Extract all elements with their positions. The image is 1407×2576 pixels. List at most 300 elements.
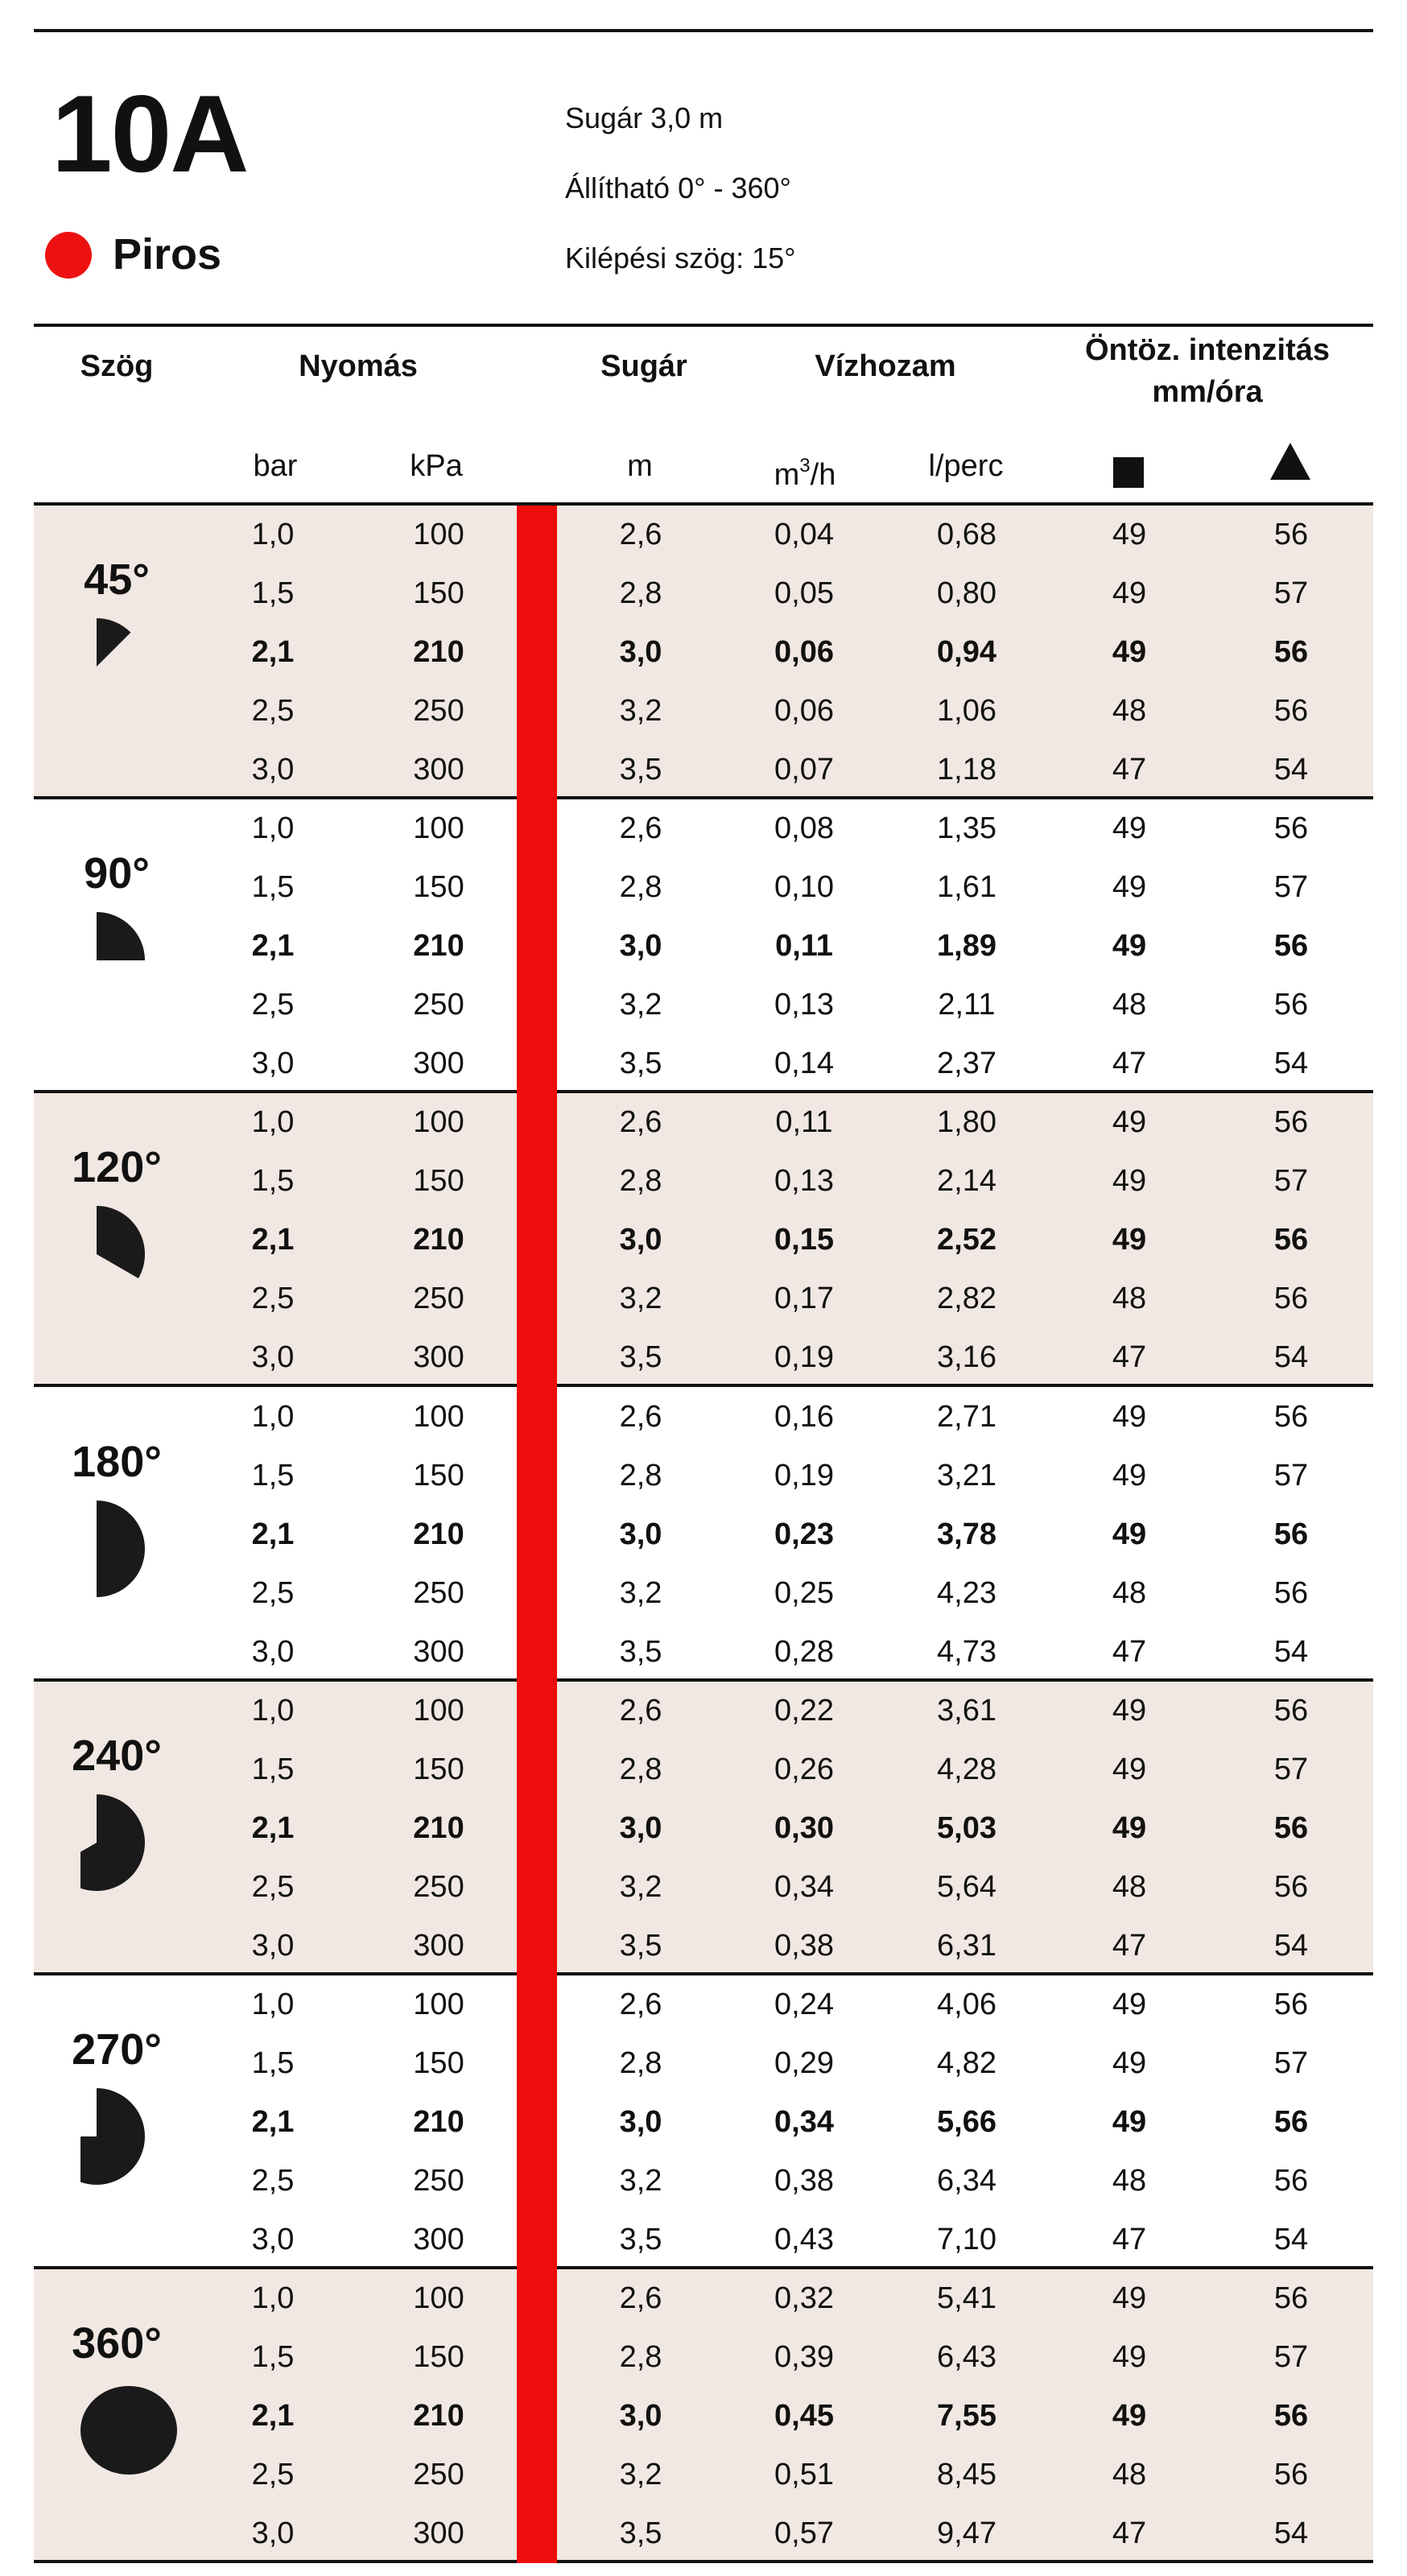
cell-m: 2,6 xyxy=(619,1988,662,2021)
table-row xyxy=(34,1975,1373,2034)
cell-tri: 56 xyxy=(1273,2105,1309,2139)
cell-kpa: 250 xyxy=(413,1870,464,1904)
cell-kpa: 210 xyxy=(413,635,464,669)
cell-m3h: 0,19 xyxy=(774,1340,834,1374)
cell-m3h: 0,23 xyxy=(774,1517,834,1551)
cell-lperc: 6,31 xyxy=(937,1929,996,1963)
cell-lperc: 4,82 xyxy=(937,2046,996,2080)
cell-kpa: 210 xyxy=(413,2105,464,2139)
cell-sq: 49 xyxy=(1112,1400,1147,1434)
cell-lperc: 1,18 xyxy=(937,753,996,786)
cell-bar: 2,1 xyxy=(251,635,295,669)
cell-bar: 3,0 xyxy=(251,2223,295,2256)
cell-m3h: 0,10 xyxy=(774,870,834,904)
col-header-angle: Szög xyxy=(80,349,154,383)
cell-m: 3,0 xyxy=(619,1517,662,1551)
color-name: Piros xyxy=(113,230,222,279)
cell-sq: 49 xyxy=(1112,2281,1147,2315)
cell-tri: 56 xyxy=(1273,1517,1309,1551)
cell-tri: 56 xyxy=(1273,518,1309,551)
cell-lperc: 4,28 xyxy=(937,1752,996,1786)
cell-tri: 56 xyxy=(1273,1870,1309,1904)
angle-group xyxy=(34,2269,1373,2563)
cell-m3h: 0,07 xyxy=(774,753,834,786)
table-row xyxy=(34,858,1373,917)
arc-angle-label: 45° xyxy=(84,555,150,604)
cell-tri: 54 xyxy=(1273,2516,1309,2550)
cell-kpa: 210 xyxy=(413,929,464,963)
cell-m3h: 0,17 xyxy=(774,1282,834,1315)
cell-m3h: 0,28 xyxy=(774,1635,834,1669)
cell-m: 2,6 xyxy=(619,2281,662,2315)
cell-m3h: 0,26 xyxy=(774,1752,834,1786)
cell-bar: 1,0 xyxy=(251,518,295,551)
cell-kpa: 210 xyxy=(413,1811,464,1845)
cell-sq: 49 xyxy=(1112,2399,1147,2433)
cell-tri: 56 xyxy=(1273,1811,1309,1845)
cell-bar: 1,0 xyxy=(251,1988,295,2021)
cell-sq: 48 xyxy=(1112,1870,1147,1904)
cell-bar: 3,0 xyxy=(251,1046,295,1080)
cell-kpa: 100 xyxy=(413,2281,464,2315)
cell-sq: 49 xyxy=(1112,811,1147,845)
square-spacing-icon xyxy=(1113,457,1144,488)
cell-m3h: 0,11 xyxy=(775,1105,833,1139)
cell-lperc: 4,06 xyxy=(937,1988,996,2021)
cell-m3h: 0,04 xyxy=(774,518,834,551)
cell-m3h: 0,14 xyxy=(774,1046,834,1080)
cell-tri: 56 xyxy=(1273,2399,1309,2433)
cell-kpa: 300 xyxy=(413,1340,464,1374)
unit-lperc: l/perc xyxy=(928,449,1004,483)
cell-kpa: 250 xyxy=(413,1282,464,1315)
cell-kpa: 210 xyxy=(413,2399,464,2433)
cell-kpa: 150 xyxy=(413,2340,464,2374)
cell-tri: 56 xyxy=(1273,1400,1309,1434)
cell-m: 3,5 xyxy=(619,753,662,786)
col-header-intensity-unit: mm/óra xyxy=(1152,375,1263,409)
cell-bar: 2,1 xyxy=(251,1811,295,1845)
cell-lperc: 3,21 xyxy=(937,1459,996,1492)
cell-bar: 1,0 xyxy=(251,2281,295,2315)
cell-tri: 56 xyxy=(1273,635,1309,669)
cell-lperc: 6,34 xyxy=(937,2164,996,2198)
table-row xyxy=(34,1093,1373,1152)
cell-tri: 56 xyxy=(1273,694,1309,728)
cell-m: 2,6 xyxy=(619,1400,662,1434)
cell-m: 2,8 xyxy=(619,1459,662,1492)
cell-m: 2,8 xyxy=(619,2340,662,2374)
cell-m: 3,0 xyxy=(619,1223,662,1257)
cell-bar: 2,5 xyxy=(251,2164,295,2198)
cell-sq: 49 xyxy=(1112,576,1147,610)
spec-adjustable-arc: Állítható 0° - 360° xyxy=(565,171,791,204)
cell-m3h: 0,08 xyxy=(774,811,834,845)
cell-kpa: 150 xyxy=(413,1459,464,1492)
arc-angle-label: 360° xyxy=(72,2319,162,2368)
cell-m: 3,0 xyxy=(619,929,662,963)
cell-tri: 54 xyxy=(1273,1929,1309,1963)
table-row xyxy=(34,2504,1373,2563)
cell-bar: 1,5 xyxy=(251,2046,295,2080)
cell-m: 3,2 xyxy=(619,1576,662,1610)
cell-lperc: 0,80 xyxy=(937,576,996,610)
cell-tri: 57 xyxy=(1273,1752,1309,1786)
cell-sq: 49 xyxy=(1112,1164,1147,1198)
cell-bar: 2,5 xyxy=(251,1282,295,1315)
cell-sq: 49 xyxy=(1112,2046,1147,2080)
cell-bar: 1,5 xyxy=(251,1459,295,1492)
cell-lperc: 2,14 xyxy=(937,1164,996,1198)
cell-m: 3,0 xyxy=(619,635,662,669)
cell-sq: 49 xyxy=(1112,1811,1147,1845)
table-row xyxy=(34,1034,1373,1093)
cell-lperc: 3,61 xyxy=(937,1694,996,1728)
cell-tri: 56 xyxy=(1273,1988,1309,2021)
table-row xyxy=(34,1388,1373,1447)
cell-sq: 47 xyxy=(1112,1929,1147,1963)
cell-lperc: 2,37 xyxy=(937,1046,996,1080)
cell-tri: 54 xyxy=(1273,2223,1309,2256)
cell-kpa: 150 xyxy=(413,1164,464,1198)
cell-bar: 3,0 xyxy=(251,1635,295,1669)
cell-tri: 57 xyxy=(1273,1459,1309,1492)
cell-tri: 56 xyxy=(1273,2164,1309,2198)
cell-lperc: 2,52 xyxy=(937,1223,996,1257)
cell-m3h: 0,06 xyxy=(774,635,834,669)
cell-m: 3,2 xyxy=(619,694,662,728)
cell-kpa: 300 xyxy=(413,2223,464,2256)
cell-m3h: 0,51 xyxy=(774,2458,834,2491)
cell-tri: 57 xyxy=(1273,2340,1309,2374)
cell-tri: 56 xyxy=(1273,2458,1309,2491)
cell-kpa: 300 xyxy=(413,753,464,786)
triangle-spacing-icon xyxy=(1270,443,1310,480)
cell-m3h: 0,57 xyxy=(774,2516,834,2550)
cell-kpa: 150 xyxy=(413,576,464,610)
table-row xyxy=(34,2387,1373,2446)
cell-bar: 2,5 xyxy=(251,694,295,728)
cell-m: 3,5 xyxy=(619,2223,662,2256)
cell-bar: 3,0 xyxy=(251,2516,295,2550)
table-row xyxy=(34,1623,1373,1682)
table-row xyxy=(34,976,1373,1034)
cell-lperc: 3,16 xyxy=(937,1340,996,1374)
cell-m3h: 0,32 xyxy=(774,2281,834,2315)
cell-m: 3,0 xyxy=(619,2105,662,2139)
cell-bar: 1,5 xyxy=(251,2340,295,2374)
table-row xyxy=(34,2152,1373,2211)
unit-m: m xyxy=(627,449,653,483)
table-row xyxy=(34,1505,1373,1564)
nozzle-color-bar xyxy=(517,506,557,2563)
cell-m3h: 0,39 xyxy=(774,2340,834,2374)
cell-lperc: 0,94 xyxy=(937,635,996,669)
cell-lperc: 7,55 xyxy=(937,2399,996,2433)
cell-bar: 1,5 xyxy=(251,1164,295,1198)
cell-lperc: 5,41 xyxy=(937,2281,996,2315)
cell-tri: 56 xyxy=(1273,988,1309,1022)
cell-lperc: 1,61 xyxy=(937,870,996,904)
cell-lperc: 7,10 xyxy=(937,2223,996,2256)
table-row xyxy=(34,2034,1373,2093)
cell-lperc: 1,06 xyxy=(937,694,996,728)
spec-radius: Sugár 3,0 m xyxy=(565,101,724,134)
table-row xyxy=(34,1740,1373,1799)
cell-kpa: 100 xyxy=(413,1105,464,1139)
cell-bar: 2,1 xyxy=(251,1517,295,1551)
cell-lperc: 6,43 xyxy=(937,2340,996,2374)
table-row xyxy=(34,1564,1373,1623)
cell-bar: 1,5 xyxy=(251,1752,295,1786)
cell-kpa: 300 xyxy=(413,2516,464,2550)
cell-m3h: 0,06 xyxy=(774,694,834,728)
table-row xyxy=(34,2446,1373,2504)
cell-sq: 48 xyxy=(1112,1282,1147,1315)
cell-sq: 49 xyxy=(1112,1459,1147,1492)
cell-m: 3,2 xyxy=(619,1870,662,1904)
cell-sq: 49 xyxy=(1112,635,1147,669)
table-row xyxy=(34,2093,1373,2152)
table-row xyxy=(34,623,1373,682)
cell-lperc: 2,82 xyxy=(937,1282,996,1315)
cell-bar: 3,0 xyxy=(251,1929,295,1963)
cell-m3h: 0,13 xyxy=(774,988,834,1022)
cell-m3h: 0,15 xyxy=(774,1223,834,1257)
cell-bar: 3,0 xyxy=(251,753,295,786)
cell-m: 3,2 xyxy=(619,988,662,1022)
cell-bar: 1,0 xyxy=(251,811,295,845)
cell-bar: 2,5 xyxy=(251,2458,295,2491)
cell-kpa: 150 xyxy=(413,870,464,904)
cell-m: 3,2 xyxy=(619,2458,662,2491)
top-rule xyxy=(34,29,1373,32)
cell-tri: 57 xyxy=(1273,870,1309,904)
cell-m: 2,8 xyxy=(619,2046,662,2080)
cell-tri: 56 xyxy=(1273,811,1309,845)
cell-m3h: 0,05 xyxy=(774,576,834,610)
table-row xyxy=(34,2211,1373,2269)
cell-tri: 57 xyxy=(1273,2046,1309,2080)
cell-sq: 48 xyxy=(1112,1576,1147,1610)
cell-sq: 47 xyxy=(1112,2516,1147,2550)
cell-kpa: 210 xyxy=(413,1517,464,1551)
cell-m3h: 0,38 xyxy=(774,2164,834,2198)
cell-tri: 57 xyxy=(1273,1164,1309,1198)
cell-bar: 2,5 xyxy=(251,988,295,1022)
cell-sq: 47 xyxy=(1112,1046,1147,1080)
cell-m: 3,5 xyxy=(619,1340,662,1374)
cell-m: 3,5 xyxy=(619,1929,662,1963)
cell-tri: 56 xyxy=(1273,1282,1309,1315)
cell-lperc: 2,11 xyxy=(938,988,996,1022)
cell-tri: 56 xyxy=(1273,1105,1309,1139)
table-row xyxy=(34,506,1373,564)
cell-sq: 47 xyxy=(1112,2223,1147,2256)
cell-lperc: 5,64 xyxy=(937,1870,996,1904)
cell-kpa: 150 xyxy=(413,1752,464,1786)
group-divider xyxy=(34,2560,1373,2563)
unit-bar: bar xyxy=(253,449,298,483)
col-header-intensity: Öntöz. intenzitás xyxy=(1085,333,1330,367)
cell-kpa: 100 xyxy=(413,1988,464,2021)
cell-m3h: 0,25 xyxy=(774,1576,834,1610)
cell-bar: 1,0 xyxy=(251,1105,295,1139)
arc-angle-label: 120° xyxy=(72,1143,162,1191)
cell-sq: 49 xyxy=(1112,870,1147,904)
table-row xyxy=(34,1682,1373,1740)
cell-lperc: 0,68 xyxy=(937,518,996,551)
cell-bar: 1,5 xyxy=(251,870,295,904)
cell-kpa: 100 xyxy=(413,811,464,845)
cell-sq: 49 xyxy=(1112,2105,1147,2139)
cell-lperc: 5,03 xyxy=(937,1811,996,1845)
cell-bar: 1,0 xyxy=(251,1400,295,1434)
cell-m: 2,8 xyxy=(619,870,662,904)
cell-m3h: 0,11 xyxy=(775,929,833,963)
cell-m: 2,8 xyxy=(619,576,662,610)
cell-tri: 56 xyxy=(1273,1694,1309,1728)
cell-lperc: 8,45 xyxy=(937,2458,996,2491)
cell-tri: 54 xyxy=(1273,753,1309,786)
cell-sq: 48 xyxy=(1112,694,1147,728)
cell-lperc: 9,47 xyxy=(937,2516,996,2550)
cell-tri: 56 xyxy=(1273,929,1309,963)
table-row xyxy=(34,1211,1373,1269)
cell-m: 2,6 xyxy=(619,1694,662,1728)
arc-angle-label: 90° xyxy=(84,849,150,898)
table-row xyxy=(34,2328,1373,2387)
cell-kpa: 300 xyxy=(413,1046,464,1080)
arc-angle-label: 270° xyxy=(72,2025,162,2074)
cell-kpa: 100 xyxy=(413,518,464,551)
cell-m3h: 0,38 xyxy=(774,1929,834,1963)
cell-sq: 47 xyxy=(1112,1635,1147,1669)
table-row xyxy=(34,1269,1373,1328)
cell-bar: 2,5 xyxy=(251,1576,295,1610)
angle-group xyxy=(34,799,1373,1093)
cell-sq: 48 xyxy=(1112,988,1147,1022)
table-row xyxy=(34,1447,1373,1505)
cell-sq: 49 xyxy=(1112,1517,1147,1551)
cell-tri: 56 xyxy=(1273,2281,1309,2315)
group-divider xyxy=(34,1384,1373,1387)
cell-kpa: 100 xyxy=(413,1400,464,1434)
cell-m: 3,0 xyxy=(619,1811,662,1845)
header-rule xyxy=(34,324,1373,327)
cell-m: 3,2 xyxy=(619,2164,662,2198)
cell-kpa: 250 xyxy=(413,988,464,1022)
col-header-radius: Sugár xyxy=(600,349,687,383)
cell-m: 2,8 xyxy=(619,1164,662,1198)
model-title: 10A xyxy=(52,72,248,195)
cell-kpa: 250 xyxy=(413,694,464,728)
cell-sq: 49 xyxy=(1112,1694,1147,1728)
cell-m3h: 0,16 xyxy=(774,1400,834,1434)
cell-sq: 49 xyxy=(1112,1988,1147,2021)
unit-m3h: $m^3/h$ xyxy=(774,455,836,492)
angle-group xyxy=(34,1388,1373,1682)
table-row xyxy=(34,1152,1373,1211)
table-row xyxy=(34,1858,1373,1917)
table-row xyxy=(34,2269,1373,2328)
cell-lperc: 1,80 xyxy=(937,1105,996,1139)
cell-sq: 48 xyxy=(1112,2164,1147,2198)
table-row xyxy=(34,1799,1373,1858)
color-swatch-icon xyxy=(45,232,92,279)
cell-m3h: 0,45 xyxy=(774,2399,834,2433)
cell-bar: 3,0 xyxy=(251,1340,295,1374)
cell-lperc: 4,23 xyxy=(937,1576,996,1610)
cell-m3h: 0,43 xyxy=(774,2223,834,2256)
arc-angle-label: 180° xyxy=(72,1438,162,1486)
cell-bar: 2,1 xyxy=(251,1223,295,1257)
cell-kpa: 250 xyxy=(413,2458,464,2491)
cell-tri: 56 xyxy=(1273,1223,1309,1257)
cell-sq: 47 xyxy=(1112,1340,1147,1374)
cell-kpa: 150 xyxy=(413,2046,464,2080)
cell-bar: 2,1 xyxy=(251,2399,295,2433)
cell-m3h: 0,22 xyxy=(774,1694,834,1728)
cell-kpa: 250 xyxy=(413,2164,464,2198)
cell-m: 3,2 xyxy=(619,1282,662,1315)
cell-tri: 56 xyxy=(1273,1576,1309,1610)
col-header-flow: Vízhozam xyxy=(815,349,956,383)
cell-m3h: 0,19 xyxy=(774,1459,834,1492)
cell-lperc: 1,35 xyxy=(937,811,996,845)
table-row xyxy=(34,799,1373,858)
cell-m: 2,6 xyxy=(619,518,662,551)
cell-sq: 49 xyxy=(1112,1223,1147,1257)
spec-trajectory-angle: Kilépési szög: 15° xyxy=(565,242,796,275)
cell-kpa: 300 xyxy=(413,1635,464,1669)
angle-group xyxy=(34,1093,1373,1387)
cell-sq: 48 xyxy=(1112,2458,1147,2491)
cell-lperc: 3,78 xyxy=(937,1517,996,1551)
cell-sq: 49 xyxy=(1112,1752,1147,1786)
cell-tri: 57 xyxy=(1273,576,1309,610)
cell-bar: 1,5 xyxy=(251,576,295,610)
cell-sq: 49 xyxy=(1112,518,1147,551)
cell-m: 2,6 xyxy=(619,811,662,845)
cell-tri: 54 xyxy=(1273,1046,1309,1080)
table-row xyxy=(34,741,1373,799)
table-row xyxy=(34,1328,1373,1387)
unit-kpa: kPa xyxy=(410,449,463,483)
angle-group xyxy=(34,1682,1373,1975)
cell-lperc: 1,89 xyxy=(937,929,996,963)
cell-kpa: 300 xyxy=(413,1929,464,1963)
cell-lperc: 5,66 xyxy=(937,2105,996,2139)
cell-bar: 2,1 xyxy=(251,2105,295,2139)
cell-sq: 49 xyxy=(1112,2340,1147,2374)
cell-m: 3,5 xyxy=(619,2516,662,2550)
col-header-pressure: Nyomás xyxy=(299,349,418,383)
cell-m3h: 0,30 xyxy=(774,1811,834,1845)
cell-kpa: 100 xyxy=(413,1694,464,1728)
angle-group xyxy=(34,506,1373,799)
cell-m3h: 0,24 xyxy=(774,1988,834,2021)
cell-m: 3,5 xyxy=(619,1046,662,1080)
cell-kpa: 250 xyxy=(413,1576,464,1610)
cell-m: 2,6 xyxy=(619,1105,662,1139)
angle-group xyxy=(34,1975,1373,2269)
cell-lperc: 4,73 xyxy=(937,1635,996,1669)
cell-m3h: 0,13 xyxy=(774,1164,834,1198)
cell-m3h: 0,34 xyxy=(774,2105,834,2139)
cell-m3h: 0,29 xyxy=(774,2046,834,2080)
cell-tri: 54 xyxy=(1273,1635,1309,1669)
